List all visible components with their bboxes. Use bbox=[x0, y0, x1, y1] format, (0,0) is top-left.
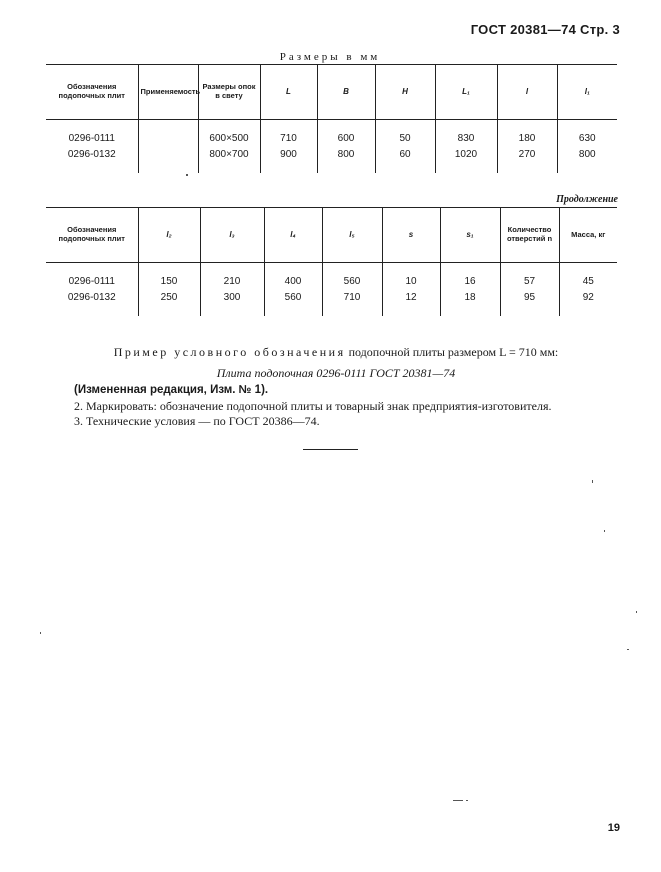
units-caption: Размеры в мм bbox=[279, 51, 381, 63]
cell: 12 bbox=[382, 287, 440, 316]
page-header: ГОСТ 20381—74 Стр. 3 bbox=[470, 22, 620, 37]
header-cell: l₁ bbox=[557, 65, 617, 120]
table-row bbox=[46, 120, 617, 145]
header-cell: Масса, кг bbox=[559, 208, 617, 263]
header-cell: l₅ bbox=[322, 208, 382, 263]
cell: 560 bbox=[322, 263, 382, 288]
cell: 92 bbox=[559, 287, 617, 316]
cell: 900 bbox=[260, 144, 317, 173]
header-cell: l bbox=[497, 65, 557, 120]
cell bbox=[138, 144, 198, 173]
cell bbox=[138, 120, 198, 145]
cell: 60 bbox=[375, 144, 435, 173]
cell: 560 bbox=[264, 287, 322, 316]
cell: 710 bbox=[322, 287, 382, 316]
header-cell: Размеры опок в свету bbox=[198, 65, 260, 120]
cell: 270 bbox=[497, 144, 557, 173]
header-cell: B bbox=[317, 65, 375, 120]
header-cell: s₁ bbox=[440, 208, 500, 263]
header-cell: Количество отверстий n bbox=[500, 208, 559, 263]
paragraph-specs: 3. Технические условия — по ГОСТ 20386—74. bbox=[74, 414, 320, 428]
cell: 710 bbox=[260, 120, 317, 145]
cell: 800×700 bbox=[198, 144, 260, 173]
cell: 400 bbox=[264, 263, 322, 288]
cell: 250 bbox=[138, 287, 200, 316]
cell: 210 bbox=[200, 263, 264, 288]
header-cell: Обозначения подопочных плит bbox=[46, 208, 138, 263]
page-number: 19 bbox=[607, 822, 620, 834]
cell: 10 bbox=[382, 263, 440, 288]
cell: 830 bbox=[435, 120, 497, 145]
header-cell: l₂ bbox=[138, 208, 200, 263]
example-line bbox=[46, 345, 626, 360]
scan-speck bbox=[453, 800, 463, 801]
table-row bbox=[46, 263, 617, 288]
header-cell: Применяемость bbox=[138, 65, 198, 120]
cell: 600×500 bbox=[198, 120, 260, 145]
cell: 800 bbox=[557, 144, 617, 173]
cell: 0296-0132 bbox=[67, 292, 116, 303]
header-cell: l₃ bbox=[200, 208, 264, 263]
cell: 1020 bbox=[435, 144, 497, 173]
scan-speck bbox=[186, 174, 188, 176]
cell: 0296-0111 bbox=[68, 132, 115, 144]
cell: 18 bbox=[440, 287, 500, 316]
scan-speck bbox=[636, 611, 637, 613]
example-designation: Плита подопочная 0296-0111 ГОСТ 20381—74 bbox=[216, 366, 456, 380]
continuation-label: Продолжение bbox=[556, 194, 618, 205]
header-cell: l₄ bbox=[264, 208, 322, 263]
header-cell: H bbox=[375, 65, 435, 120]
header-cell: L bbox=[260, 65, 317, 120]
table-row bbox=[46, 287, 617, 316]
scan-speck bbox=[40, 632, 41, 634]
header-cell: Обозначения подопочных плит bbox=[46, 65, 138, 120]
cell: 16 bbox=[440, 263, 500, 288]
scan-speck bbox=[604, 530, 605, 532]
cell: 0296-0111 bbox=[68, 275, 115, 287]
cell: 95 bbox=[500, 287, 559, 316]
cell: 300 bbox=[200, 287, 264, 316]
cell: 800 bbox=[317, 144, 375, 173]
example-text: подопочной плиты размером L = 710 мм: bbox=[348, 345, 559, 359]
cell: 0296-0132 bbox=[67, 149, 116, 160]
cell: 180 bbox=[497, 120, 557, 145]
dimensions-table bbox=[46, 64, 617, 173]
scan-speck bbox=[592, 480, 593, 483]
cell: 600 bbox=[317, 120, 375, 145]
paragraph-marking: 2. Маркировать: обозначение подопочной плиты и товарный знак предприятия-изготовителя. bbox=[74, 399, 552, 413]
cell: 630 bbox=[557, 120, 617, 145]
header-cell: L₁ bbox=[435, 65, 497, 120]
continuation-table bbox=[46, 207, 617, 316]
scan-speck bbox=[627, 649, 629, 650]
table-row bbox=[46, 144, 617, 173]
section-divider bbox=[303, 449, 358, 450]
cell: 57 bbox=[500, 263, 559, 288]
cell: 150 bbox=[138, 263, 200, 288]
scan-speck bbox=[466, 800, 468, 801]
revision-note: (Измененная редакция, Изм. № 1). bbox=[74, 384, 269, 396]
cell: 50 bbox=[375, 120, 435, 145]
example-lead: Пример условного обозначения bbox=[113, 345, 346, 359]
cell: 45 bbox=[559, 263, 617, 288]
header-cell: s bbox=[382, 208, 440, 263]
